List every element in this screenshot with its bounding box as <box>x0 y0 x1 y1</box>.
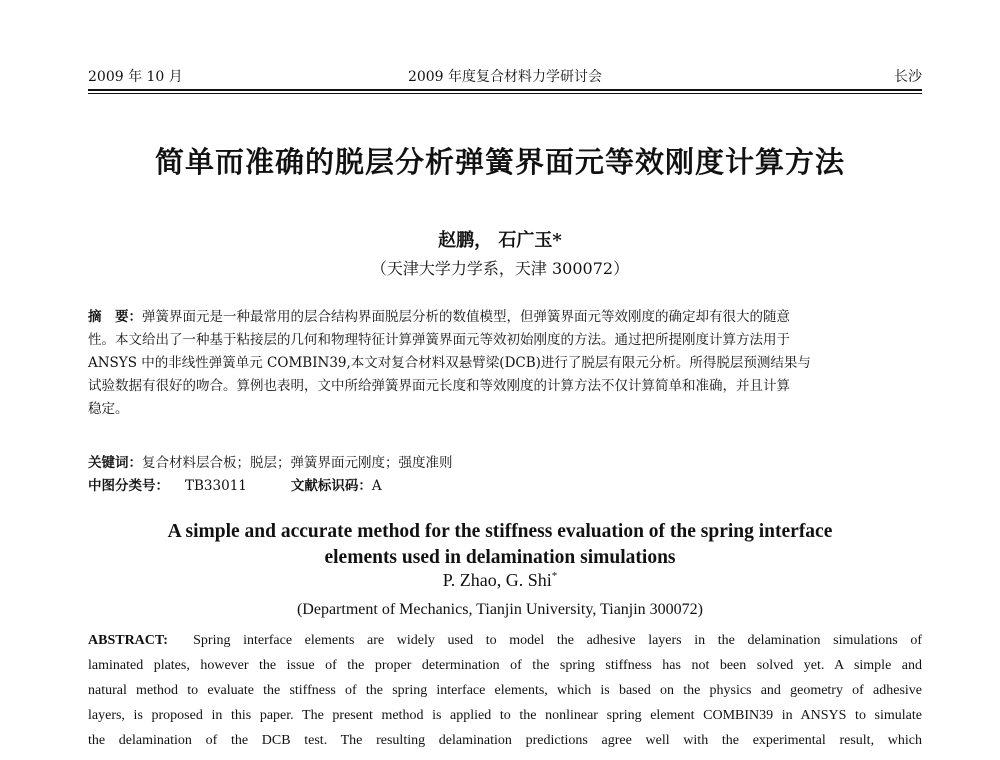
english-abstract-text: Spring interface elements are widely used to model the adhesive layers in the delamination simulations of <box>193 633 923 648</box>
keywords-text: 复合材料层合板；脱层；弹簧界面元刚度；强度准则 <box>142 455 453 471</box>
english-abstract-line: laminated plates, however the issue of the proper determination of the spring stiffness has not been solved yet. A simple and <box>88 658 922 673</box>
english-abstract-label: ABSTRACT: <box>88 633 168 648</box>
english-abstract-line: natural method to evaluate the stiffness of the spring interface elements, which is based on the physics and geometry of adhesive <box>88 683 922 698</box>
chinese-authors: 赵鹏， 石广玉* <box>438 230 562 251</box>
chinese-keywords <box>88 451 922 471</box>
english-title <box>0 519 1000 571</box>
english-abstract-line: layers, is proposed in this paper. The present method is applied to the nonlinear spring element COMBIN39 in ANSYS to simulate <box>88 708 922 723</box>
header-location: 长沙 <box>894 69 922 85</box>
chinese-abstract-line <box>88 306 922 329</box>
english-title-line: elements used in delamination simulations <box>324 547 676 568</box>
header-rule-thick <box>88 89 922 91</box>
chinese-abstract <box>88 306 922 421</box>
chinese-abstract-line: 性。本文给出了一种基于粘接层的几何和物理特征计算弹簧界面元等效初始刚度的方法。通过把所提刚度计算方法用于 <box>88 332 790 348</box>
doc-code-label: 文献标识码： <box>290 478 372 494</box>
classification-line <box>88 474 922 494</box>
chinese-abstract-label: 摘 要： <box>88 309 142 325</box>
chinese-title: 简单而准确的脱层分析弹簧界面元等效刚度计算方法 <box>154 145 845 179</box>
clc-label: 中图分类号： <box>88 478 169 494</box>
english-abstract-line <box>88 628 922 653</box>
running-header <box>88 66 922 88</box>
english-author-names: P. Zhao, G. Shi <box>442 570 552 590</box>
chinese-abstract-line: 稳定。 <box>88 401 129 417</box>
english-authors <box>0 570 1000 591</box>
chinese-abstract-line: ANSYS 中的非线性弹簧单元 COMBIN39,本文对复合材料双悬臂梁(DCB)进行了脱层有限元分析。所得脱层预测结果与 <box>88 355 811 371</box>
doc-code: A <box>371 478 382 494</box>
header-conference: 2009 年度复合材料力学研讨会 <box>407 69 603 85</box>
chinese-abstract-text: 弹簧界面元是一种最常用的层合结构界面脱层分析的数值模型，但弹簧界面元等效刚度的确定却有很大的随意 <box>142 309 790 325</box>
english-abstract-line: the delamination of the DCB test. The resulting delamination predictions agree well with the experimental result, which <box>88 733 922 748</box>
header-rule-thin <box>88 93 922 94</box>
english-abstract <box>88 628 922 753</box>
english-affiliation: (Department of Mechanics, Tianjin University, Tianjin 300072) <box>296 601 704 618</box>
keywords-label: 关键词： <box>88 455 142 471</box>
clc-code: TB33011 <box>185 478 247 494</box>
corresponding-author-mark: * <box>551 570 558 582</box>
chinese-affiliation: （天津大学力学系，天津 300072） <box>370 259 630 278</box>
english-title-line: A simple and accurate method for the stiffness evaluation of the spring interface <box>167 521 833 542</box>
chinese-abstract-line: 试验数据有很好的吻合。算例也表明，文中所给弹簧界面元长度和等效刚度的计算方法不仅计算简单和准确，并且计算 <box>88 378 790 394</box>
header-date: 2009 年 10 月 <box>88 69 183 85</box>
